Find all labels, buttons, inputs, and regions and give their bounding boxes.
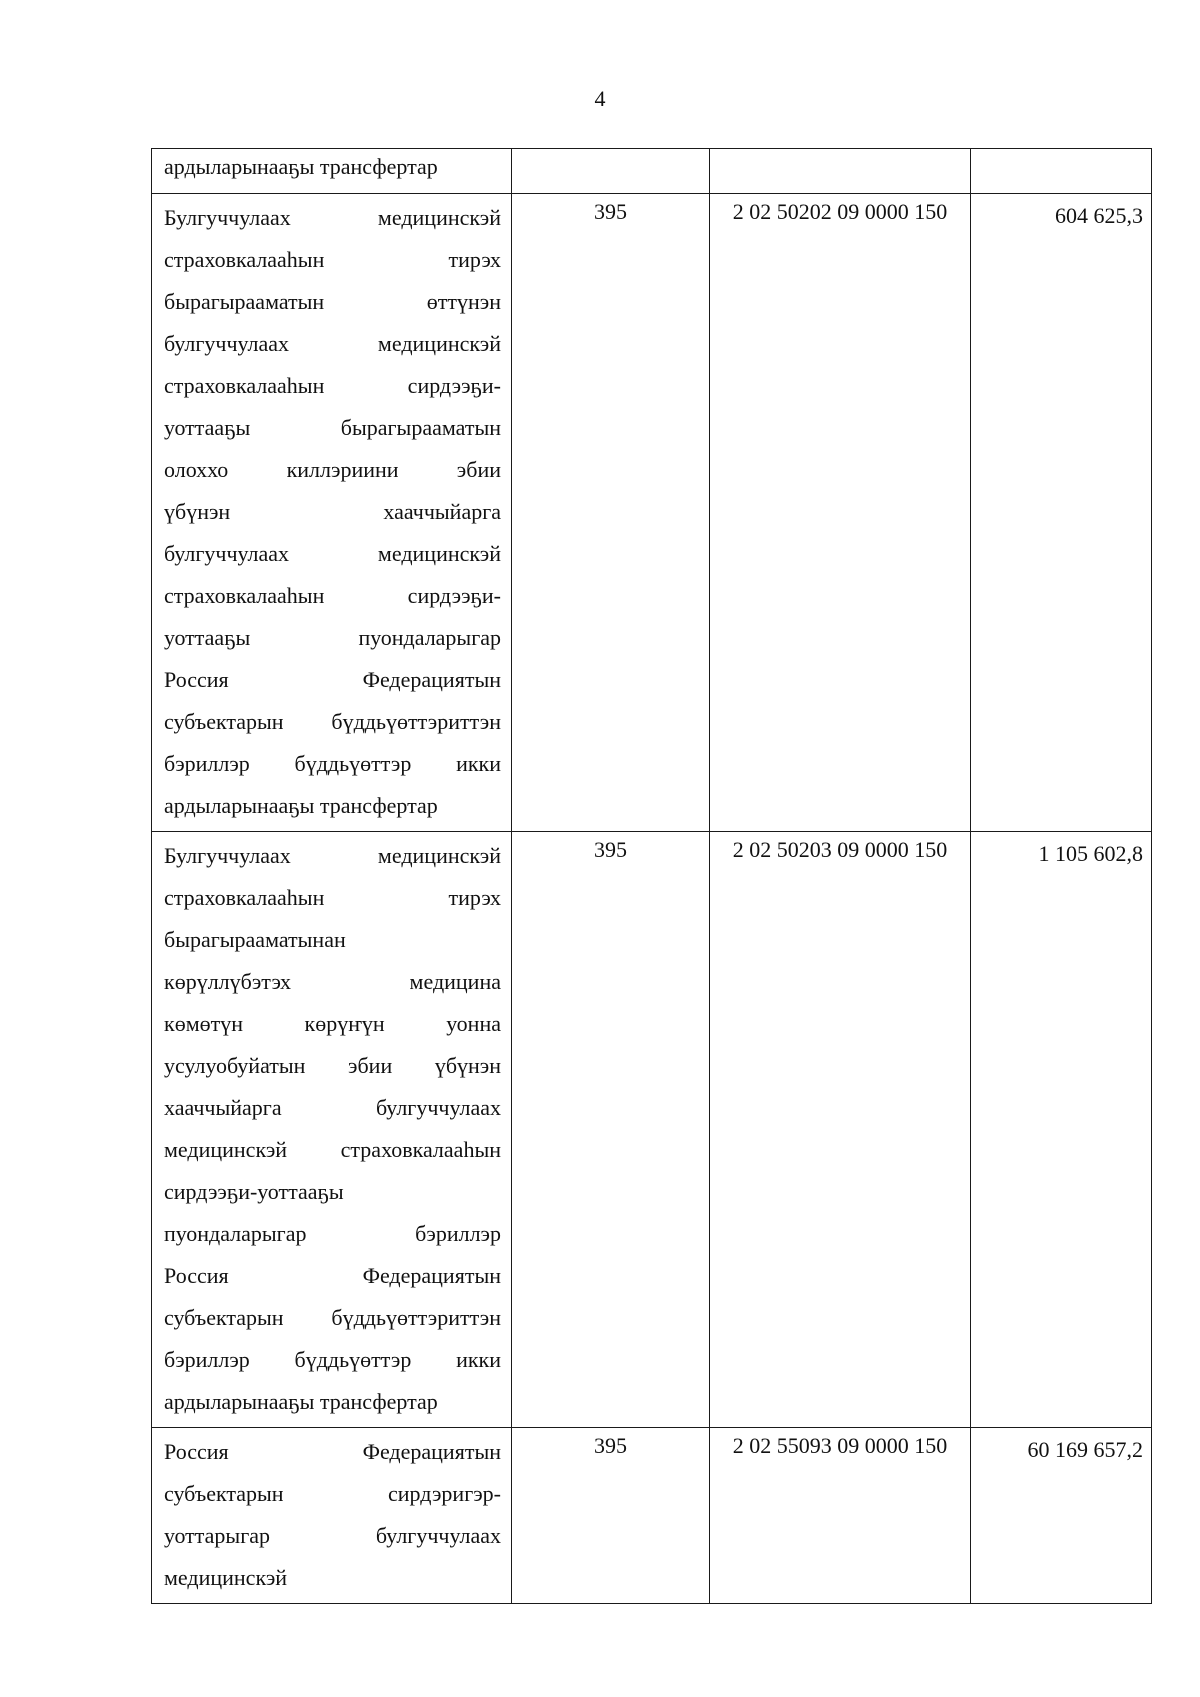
income-name-cell	[152, 832, 512, 1428]
income-name-line: булгуччулаах медицинскэй	[164, 541, 501, 566]
income-name-line: сирдээҕи-уоттааҕы	[164, 1179, 344, 1204]
income-name-line: бэриллэр бүддьүөттэр икки	[164, 1347, 501, 1372]
table-row	[152, 194, 1152, 832]
income-name-line: ардыларынааҕы трансфертар	[164, 793, 438, 818]
income-name-line: Булгуччулаах медицинскэй	[164, 205, 501, 230]
budget-table-body	[152, 149, 1152, 1604]
income-name-line: страховкалааһын сирдээҕи-	[164, 583, 501, 608]
income-name-line: усулуобуйатын эбии үбүнэн	[164, 1053, 501, 1078]
income-name-line: Россия Федерациятын	[164, 667, 501, 692]
income-name-line: субъектарын сирдэригэр-	[164, 1481, 501, 1506]
income-name-line: Россия Федерациятын	[164, 1263, 501, 1288]
income-name-line: субъектарын бүддьүөттэриттэн	[164, 1305, 501, 1330]
income-name-line: бырагырааматынан	[164, 927, 346, 952]
income-name-cell	[152, 1428, 512, 1604]
administrator-code-cell	[512, 149, 710, 194]
income-name-line: булгуччулаах медицинскэй	[164, 331, 501, 356]
income-name-line: олоххо киллэриини эбии	[164, 457, 501, 482]
income-name-line: хааччыйарга булгуччулаах	[164, 1095, 501, 1120]
amount-cell: 604 625,3	[971, 194, 1152, 832]
administrator-code-cell: 395	[512, 1428, 710, 1604]
administrator-code-cell: 395	[512, 832, 710, 1428]
page-number: 4	[594, 86, 606, 111]
amount-cell	[971, 149, 1152, 194]
budget-classification-code-cell: 2 02 50202 09 0000 150	[710, 194, 971, 832]
table-row	[152, 1428, 1152, 1604]
income-name-line: бырагырааматын өттүнэн	[164, 289, 501, 314]
income-name-line: страховкалааһын тирэх	[164, 247, 501, 272]
budget-table	[151, 148, 1152, 1604]
income-name-line: көрүллүбэтэх медицина	[164, 969, 501, 994]
income-name-line: ардыларынааҕы трансфертар	[164, 1389, 438, 1414]
budget-classification-code-cell	[710, 149, 971, 194]
income-name-cell	[152, 194, 512, 832]
income-name-line: субъектарын бүддьүөттэриттэн	[164, 709, 501, 734]
income-name-line: Булгуччулаах медицинскэй	[164, 843, 501, 868]
income-name-line: страховкалааһын сирдээҕи-	[164, 373, 501, 398]
income-name-line: үбүнэн хааччыйарга	[164, 499, 501, 524]
budget-classification-code-cell: 2 02 50203 09 0000 150	[710, 832, 971, 1428]
income-name-line: уоттарыгар булгуччулаах	[164, 1523, 501, 1548]
budget-classification-code-cell: 2 02 55093 09 0000 150	[710, 1428, 971, 1604]
income-name-line: уоттааҕы бырагырааматын	[164, 415, 501, 440]
amount-cell: 60 169 657,2	[971, 1428, 1152, 1604]
table-row	[152, 149, 1152, 194]
income-name-line: бэриллэр бүддьүөттэр икки	[164, 751, 501, 776]
income-name-line: медицинскэй	[164, 1565, 288, 1590]
amount-cell: 1 105 602,8	[971, 832, 1152, 1428]
income-name-cell	[152, 149, 512, 194]
income-name-line: уоттааҕы пуондаларыгар	[164, 625, 501, 650]
income-name-line: Россия Федерациятын	[164, 1439, 501, 1464]
income-name-line: медицинскэй страховкалааһын	[164, 1137, 501, 1162]
income-name-line: пуондаларыгар бэриллэр	[164, 1221, 501, 1246]
table-row	[152, 832, 1152, 1428]
income-name-line: страховкалааһын тирэх	[164, 885, 501, 910]
income-name-line: ардыларынааҕы трансфертар	[164, 154, 438, 179]
administrator-code-cell: 395	[512, 194, 710, 832]
income-name-line: көмөтүн көрүҥүн уонна	[164, 1011, 501, 1036]
